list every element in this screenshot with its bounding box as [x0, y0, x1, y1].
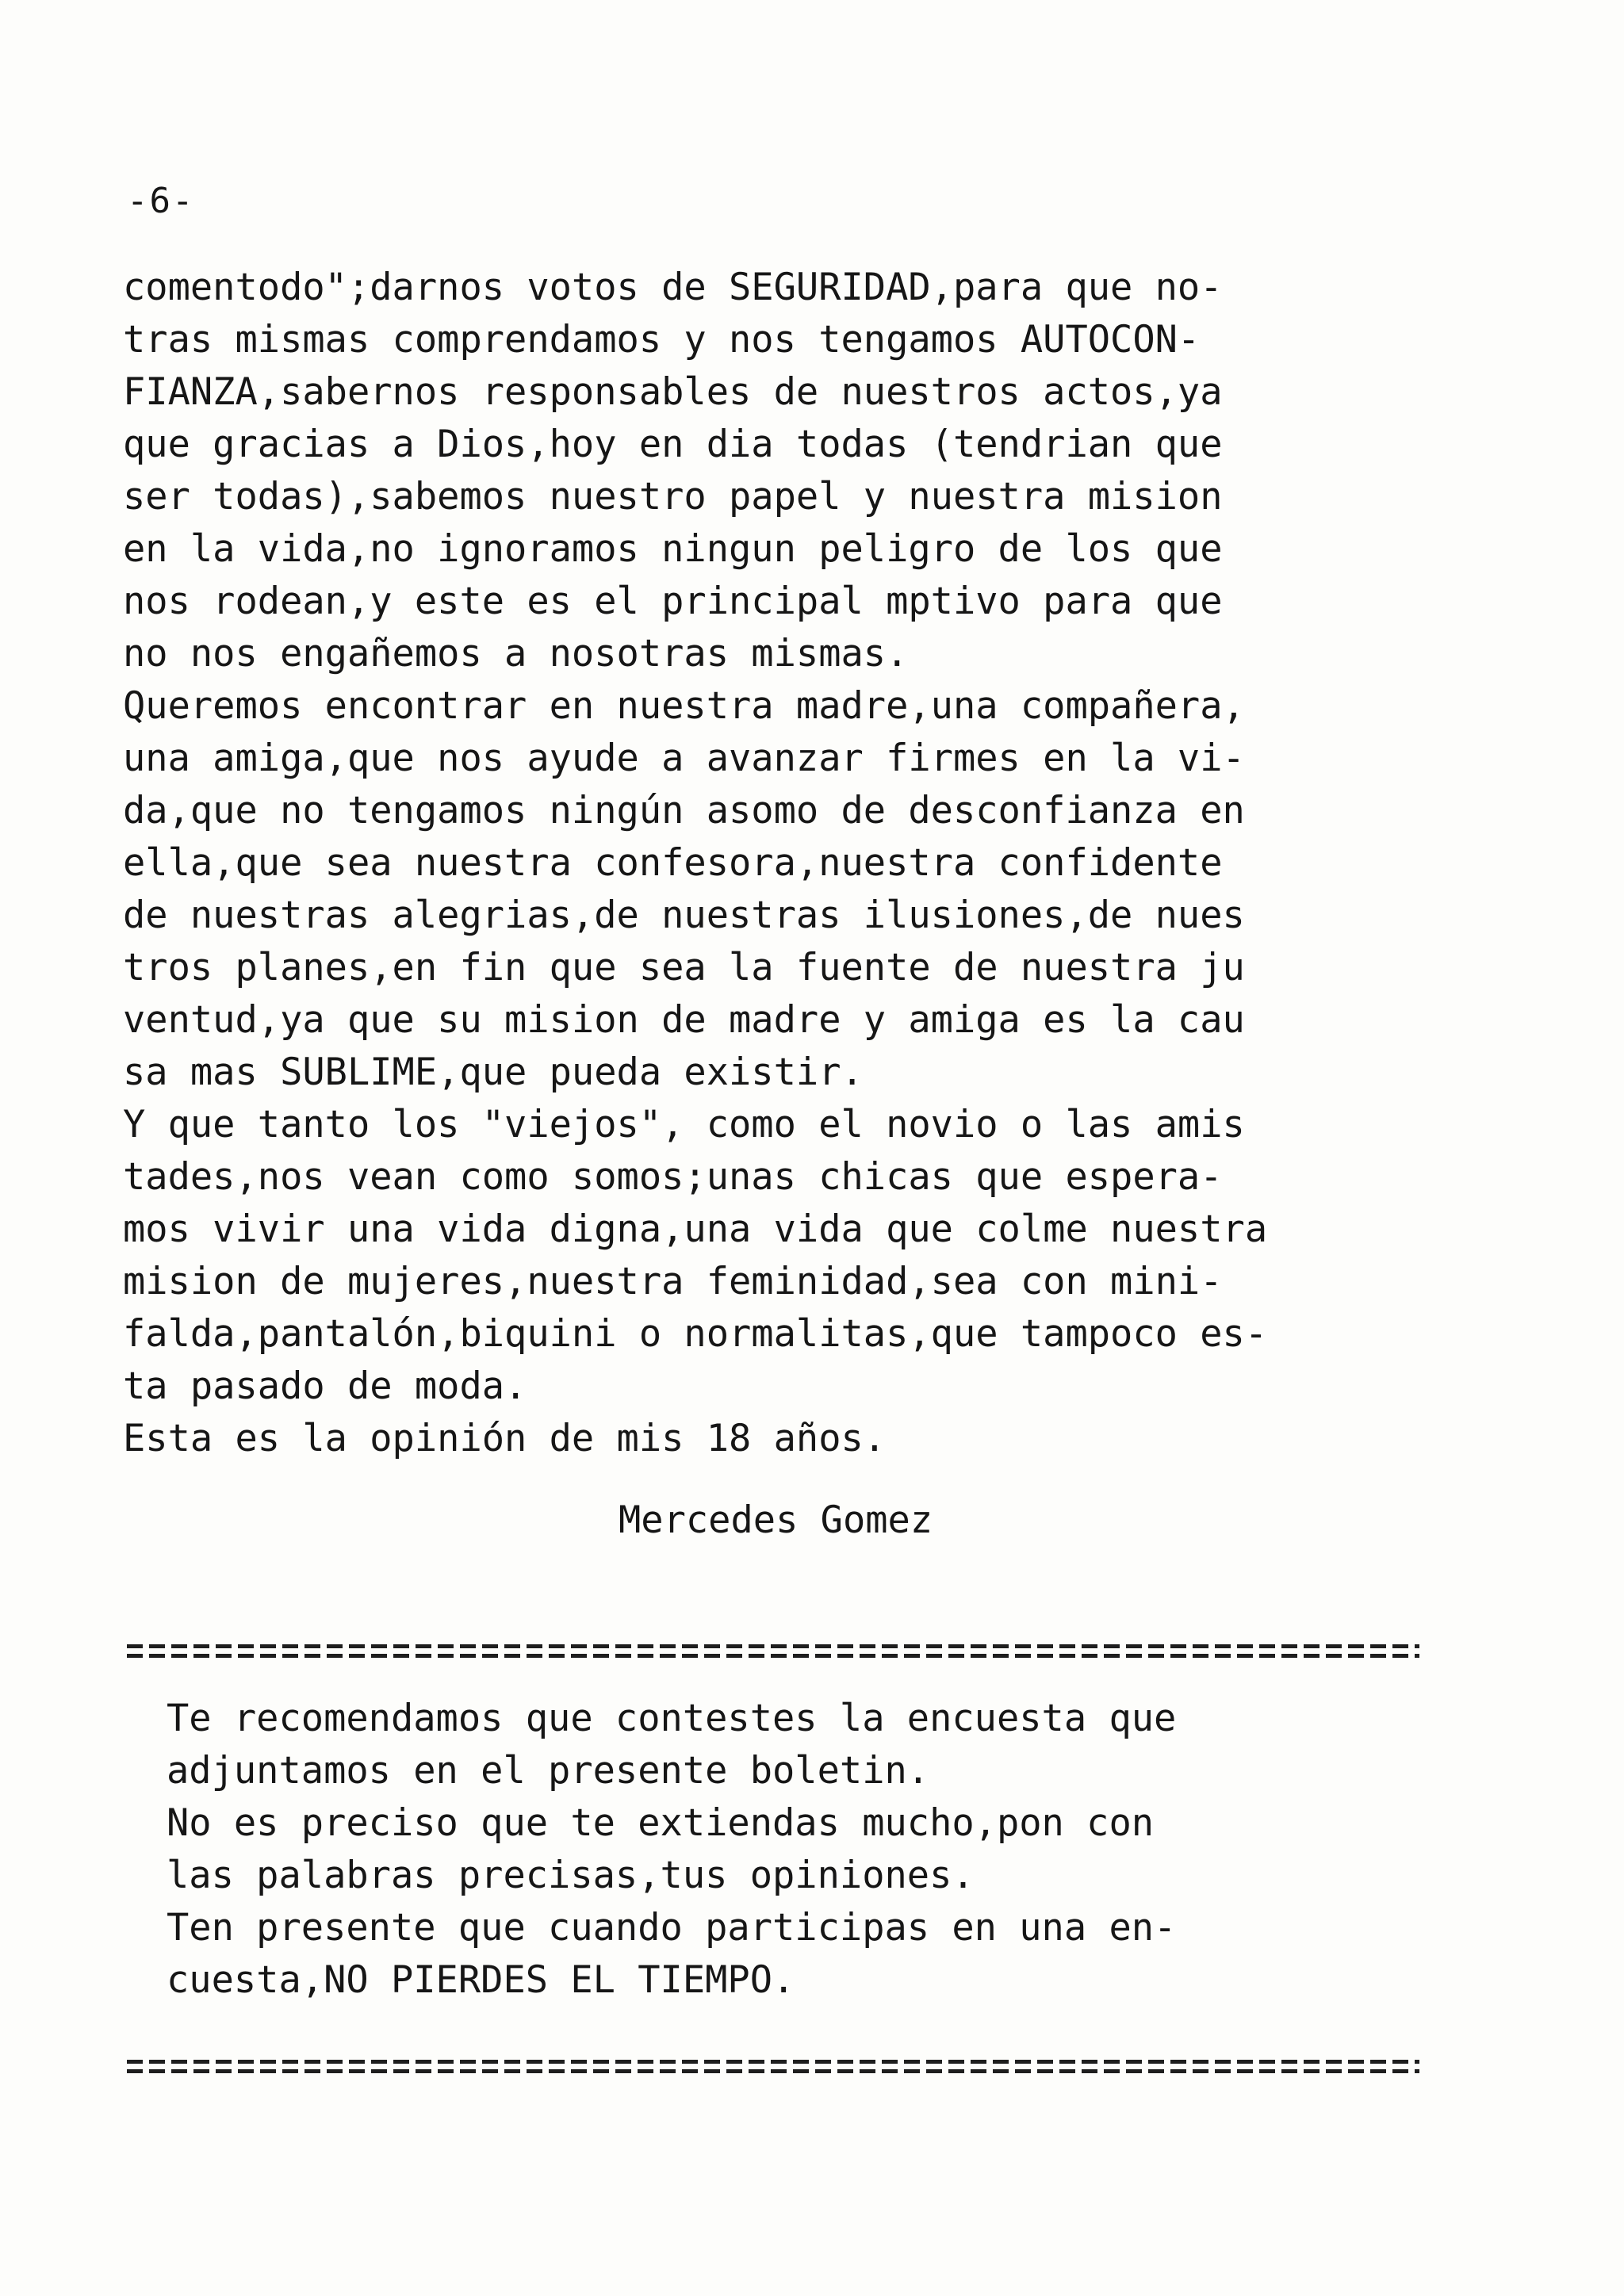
text-line: ser todas),sabemos nuestro papel y nuestra mision [123, 475, 1223, 519]
text-line: tros planes,en fin que sea la fuente de nuestra ju [123, 946, 1245, 989]
text-line: de nuestras alegrias,de nuestras ilusiones,de nues [123, 894, 1245, 937]
notice-line: adjuntamos en el presente boletin. [167, 1749, 930, 1793]
text-line: ta pasado de moda. [123, 1364, 527, 1408]
text-line: Queremos encontrar en nuestra madre,una compañera, [123, 684, 1245, 728]
survey-notice [167, 1693, 1435, 2007]
double-dashed-divider [127, 1640, 1419, 1663]
notice-line: las palabras precisas,tus opiniones. [167, 1854, 975, 1897]
text-line: en la vida,no ignoramos ningun peligro de los que [123, 527, 1223, 571]
notice-line: Te recomendamos que contestes la encuesta que [167, 1697, 1177, 1740]
text-line: una amiga,que nos ayude a avanzar firmes en la vi- [123, 737, 1245, 780]
article-body [123, 262, 1479, 1465]
double-dashed-divider [127, 2055, 1419, 2079]
text-line: Esta es la opinión de mis 18 años. [123, 1417, 887, 1460]
page-number: -6- [127, 181, 195, 221]
author-signature: Mercedes Gomez [619, 1498, 933, 1542]
notice-line: No es preciso que te extiendas mucho,pon con [167, 1801, 1155, 1845]
text-line: Y que tanto los "viejos", como el novio o las amis [123, 1103, 1245, 1146]
text-line: nos rodean,y este es el principal mptivo para que [123, 580, 1223, 623]
text-line: da,que no tengamos ningún asomo de desconfianza en [123, 789, 1245, 832]
notice-line: Ten presente que cuando participas en una en- [167, 1906, 1177, 1950]
text-line: mision de mujeres,nuestra feminidad,sea con mini- [123, 1260, 1223, 1303]
text-line: tades,nos vean como somos;unas chicas que espera- [123, 1155, 1223, 1199]
text-line: FIANZA,sabernos responsables de nuestros actos,ya [123, 370, 1223, 414]
text-line: comentodo";darnos votos de SEGURIDAD,para que no- [123, 266, 1223, 309]
text-line: tras mismas comprendamos y nos tengamos AUTOCON- [123, 318, 1201, 362]
text-line: no nos engañemos a nosotras mismas. [123, 632, 909, 675]
text-line: sa mas SUBLIME,que pueda existir. [123, 1050, 864, 1094]
text-line: mos vivir una vida digna,una vida que colme nuestra [123, 1207, 1268, 1251]
notice-line: cuesta,NO PIERDES EL TIEMPO. [167, 1958, 795, 2002]
text-line: falda,pantalón,biquini o normalitas,que tampoco es- [123, 1312, 1268, 1356]
text-line: ventud,ya que su mision de madre y amiga es la cau [123, 998, 1245, 1042]
text-line: que gracias a Dios,hoy en dia todas (tendrian que [123, 423, 1223, 466]
text-line: ella,que sea nuestra confesora,nuestra confidente [123, 841, 1223, 885]
